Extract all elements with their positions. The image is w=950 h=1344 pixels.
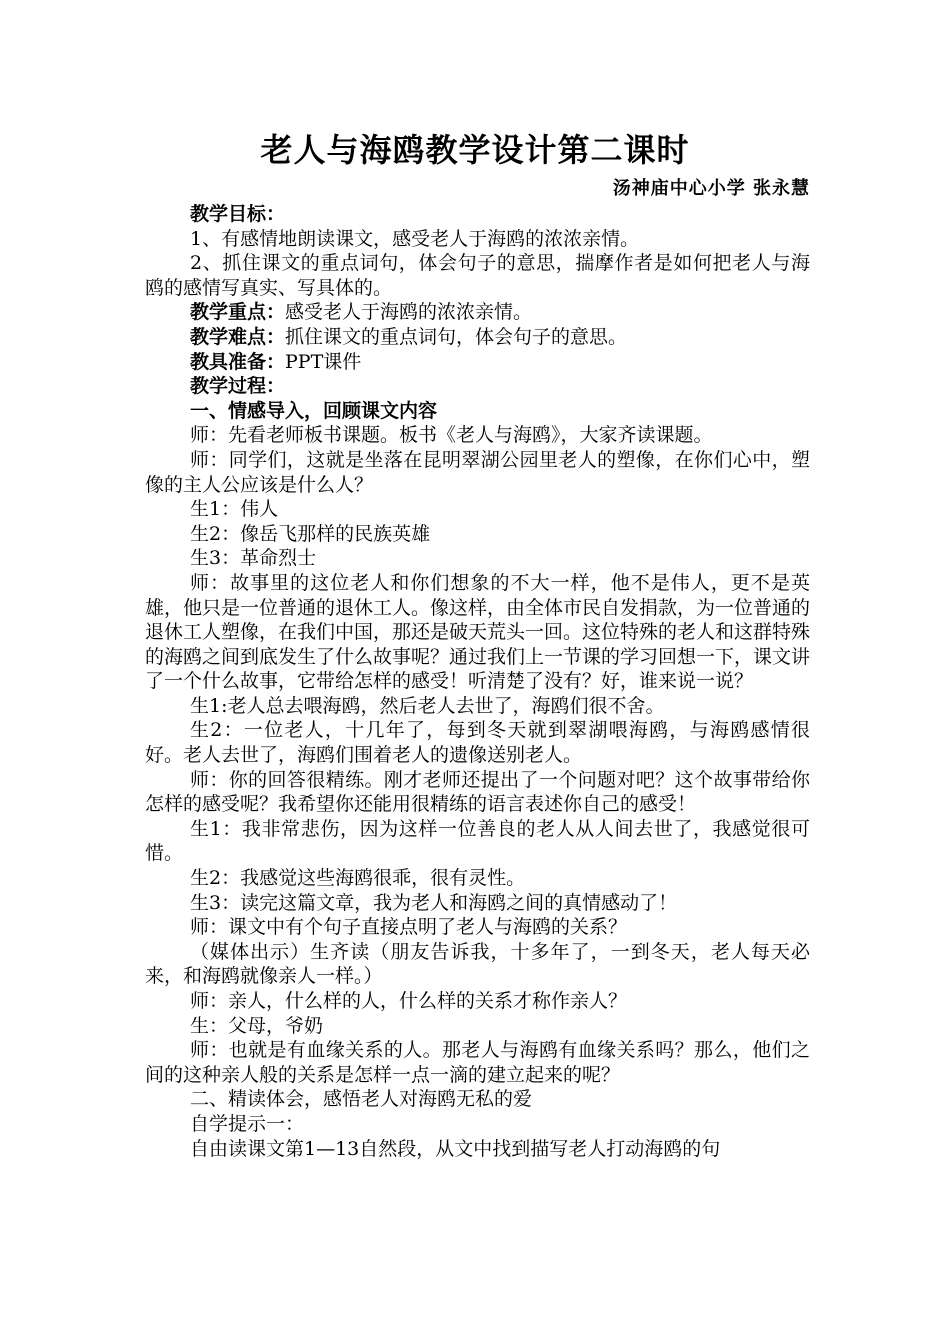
paragraph: 生1:老人总去喂海鸥，然后老人去世了，海鸥们很不舍。: [190, 694, 665, 717]
process-heading: 教学过程：: [190, 375, 286, 398]
paragraph: 生2：像岳飞那样的民族英雄: [190, 522, 431, 545]
paragraph: 自由读课文第1—13自然段，从文中找到描写老人打动海鸥的句: [190, 1137, 721, 1160]
paragraph: 师：先看老师板书课题。板书《老人与海鸥》，大家齐读课题。: [190, 424, 713, 447]
goal-item-2: 2、抓住课文的重点词句，体会句子的意思，揣摩作者是如何把老人与海鸥的感情写真实、写具体的。: [145, 252, 810, 299]
paragraph: 师：你的回答很精练。刚才老师还提出了一个问题对吧？这个故事带给你怎样的感受呢？我希望你还能用很精练的语言表述你自己的感受！: [145, 768, 810, 816]
goal-item-1: 1、有感情地朗读课文，感受老人于海鸥的浓浓亲情。: [190, 227, 640, 250]
paragraph: 生3：革命烈士: [190, 547, 317, 570]
paragraph: 师：亲人，什么样的人，什么样的关系才称作亲人？: [190, 990, 628, 1012]
paragraph: 生1：伟人: [190, 498, 279, 521]
key-point: 教学重点：感受老人于海鸥的浓浓亲情。: [190, 301, 533, 324]
paragraph: 师：故事里的这位老人和你们想象的不大一样，他不是伟人，更不是英雄，他只是一位普通的退休工人。像这样，由全体市民自发捐款，为一位普通的退休工人塑像，在我们中国，那还是破天荒头一回。这位特殊的老人和这群特殊的海鸥之间到底发生了什么故事呢？通过我们上一节课的学习回想一下，课文讲了一个什么故事，它带给怎样的感受！听清楚了没有？好，谁来说一说？: [145, 571, 811, 693]
author-line: 汤神庙中心小学 张永慧: [612, 178, 810, 199]
paragraph: 生：父母，爷奶: [190, 1014, 324, 1037]
paragraph: 生2：一位老人，十几年了，每到冬天就到翠湖喂海鸥，与海鸥感情很好。老人去世了，海鸥们围着老人的遗像送别老人。: [145, 719, 810, 767]
difficulty: 教学难点：抓住课文的重点词句，体会句子的意思。: [190, 325, 628, 348]
section-heading-1: 一、情感导入，回顾课文内容: [190, 399, 438, 422]
paragraph: 自学提示一：: [190, 1112, 305, 1135]
paragraph: 师：也就是有血缘关系的人。那老人与海鸥有血缘关系吗？那么，他们之间的这种亲人般的关系是怎样一点一滴的建立起来的呢？: [145, 1039, 810, 1086]
tools: 教具准备：PPT课件: [190, 350, 362, 373]
document-title: 老人与海鸥教学设计第二课时: [260, 131, 690, 169]
goals-heading: 教学目标：: [190, 203, 286, 225]
section-heading-2: 二、精读体会，感悟老人对海鸥无私的爱: [190, 1088, 533, 1111]
paragraph: 生3：读完这篇文章，我为老人和海鸥之间的真情感动了！: [190, 891, 678, 914]
paragraph: （媒体出示）生齐读（朋友告诉我，十多年了，一到冬天，老人每天必来，和海鸥就像亲人一样。）: [145, 940, 810, 988]
paragraph: 生2：我感觉这些海鸥很乖，很有灵性。: [190, 867, 526, 890]
paragraph: 生1：我非常悲伤，因为这样一位善良的老人从人间去世了，我感觉很可惜。: [145, 817, 810, 865]
paragraph: 师：课文中有个句子直接点明了老人与海鸥的关系？: [190, 916, 628, 939]
document-body: [145, 202, 810, 1161]
paragraph: 师：同学们，这就是坐落在昆明翠湖公园里老人的塑像，在你们心中，塑像的主人公应该是什么人？: [145, 448, 810, 496]
